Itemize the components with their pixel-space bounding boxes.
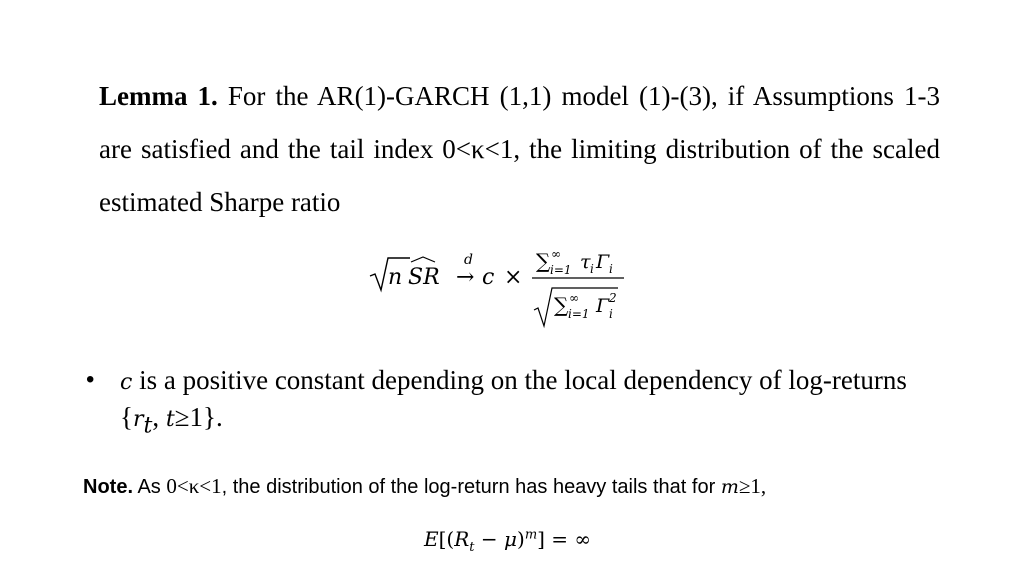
bullet-text: [120, 363, 920, 443]
hat-accent: [411, 257, 435, 262]
eq2-close: ): [517, 527, 525, 551]
num-tau-sub: i: [590, 262, 594, 276]
bullet-t: t: [165, 407, 175, 432]
den-gamma-sup: 2: [609, 291, 617, 305]
eq2-end: ] = ∞: [537, 527, 592, 551]
note-text-1: As: [133, 476, 167, 498]
num-sum: ∑: [536, 249, 551, 273]
note-text-3: ≥1,: [738, 474, 767, 498]
den-gamma: Γ: [596, 295, 610, 317]
bullet-r: r: [132, 407, 144, 432]
lhs-sr: SR: [408, 265, 440, 290]
den-sum-lower: i=1: [568, 307, 590, 321]
note-kappa: 0<κ<1: [166, 474, 222, 498]
num-tau: τ: [580, 251, 591, 273]
bullet-comma: ,: [152, 402, 166, 432]
times: ×: [504, 265, 523, 290]
bullet-r-sub: t: [143, 413, 153, 439]
eq2-open: [(: [438, 527, 455, 551]
rhs-c: c: [482, 265, 495, 290]
lhs-n: n: [388, 265, 403, 290]
expectation-equation: [424, 527, 591, 555]
note-line: [83, 474, 766, 499]
limit-equation: [368, 248, 638, 338]
num-sum-upper: ∞: [551, 248, 561, 261]
num-gamma-sub: i: [609, 262, 613, 276]
den-gamma-sub: i: [609, 307, 613, 321]
eq2-R-sub: t: [469, 540, 475, 555]
arrow-label: d: [464, 252, 473, 268]
note-m: m: [720, 476, 739, 498]
eq2-R: R: [454, 527, 470, 551]
num-sum-lower: i=1: [550, 263, 572, 277]
lemma-text: For the AR(1)-GARCH (1,1) model (1)-(3), if Assumptions 1-3 are satisfied and the tail index 0<κ<1, the limiting distribution of the scaled estimated Sharpe ratio: [99, 81, 940, 217]
num-gamma: Γ: [596, 251, 610, 273]
bullet-text-1: is a positive constant depending on the local dependency of log-returns {: [120, 365, 907, 432]
den-sum: ∑: [554, 293, 569, 317]
note-title: Note.: [83, 476, 133, 498]
arrow: →: [456, 265, 475, 290]
eq2-m: m: [524, 527, 538, 543]
note-text-2: , the distribution of the log-return has heavy tails that for: [221, 476, 721, 498]
bullet-symbol: •: [86, 366, 95, 393]
eq2-mu: μ: [504, 527, 517, 551]
lemma-paragraph: [99, 70, 940, 229]
den-sum-upper: ∞: [569, 291, 579, 305]
bullet-c: c: [120, 370, 133, 395]
eq2-minus: −: [474, 527, 504, 551]
bullet-text-2: ≥1}.: [174, 402, 223, 432]
eq2-E: E: [424, 527, 439, 551]
lemma-title: Lemma 1.: [99, 81, 218, 111]
